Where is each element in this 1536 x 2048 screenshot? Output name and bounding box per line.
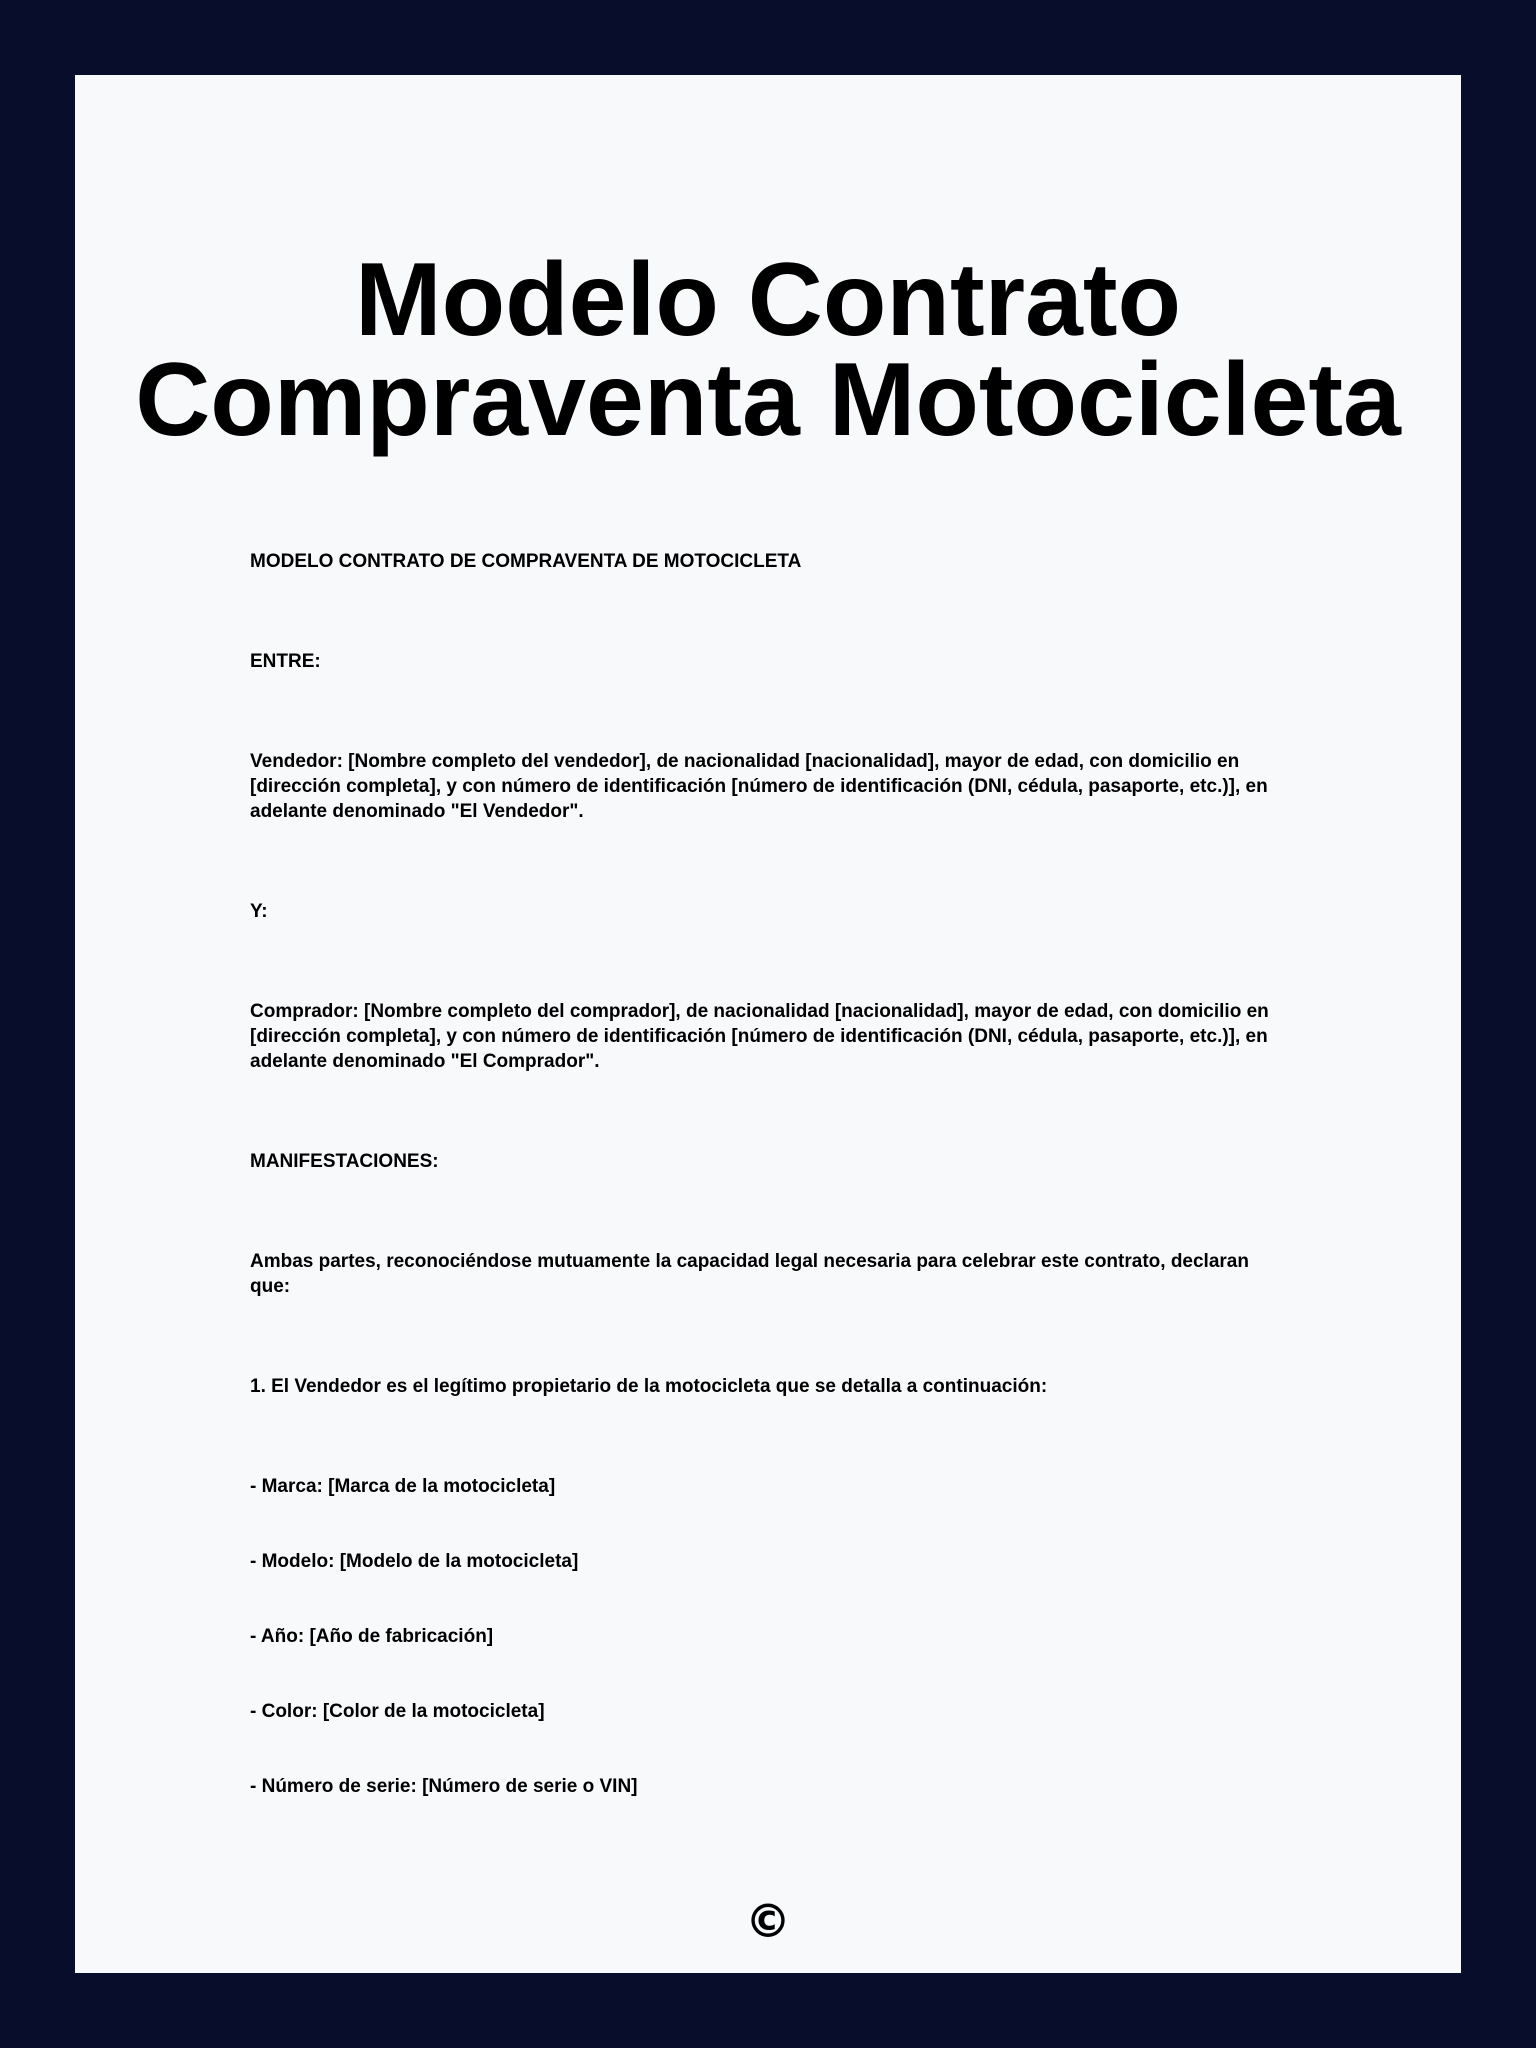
- contract-heading: MODELO CONTRATO DE COMPRAVENTA DE MOTOCICLETA: [250, 551, 802, 572]
- detail-color: - Color: [Color de la motocicleta]: [250, 1701, 545, 1722]
- buyer-paragraph: Comprador: [Nombre completo del comprador], de nacionalidad [nacionalidad], mayor de edad, con domicilio en [dirección completa], y con número de identificación [número de identificación (DNI, cédula, pasaporte, etc.)], en adelante denominado "El Comprador".: [250, 1001, 1269, 1072]
- clause-1: 1. El Vendedor es el legítimo propietario de la motocicleta que se detalla a continuación:: [250, 1376, 1048, 1397]
- document-title: Modelo Contrato Compraventa Motocicleta: [135, 242, 1401, 458]
- detail-model: - Modelo: [Modelo de la motocicleta]: [250, 1551, 579, 1572]
- detail-year: - Año: [Año de fabricación]: [250, 1626, 494, 1647]
- document-body: [250, 549, 1290, 1799]
- detail-brand: - Marca: [Marca de la motocicleta]: [250, 1476, 556, 1497]
- detail-serial: - Número de serie: [Número de serie o VIN]: [250, 1776, 638, 1797]
- capacity-paragraph: Ambas partes, reconociéndose mutuamente la capacidad legal necesaria para celebrar este contrato, declaran que:: [250, 1251, 1249, 1297]
- seller-paragraph: Vendedor: [Nombre completo del vendedor], de nacionalidad [nacionalidad], mayor de edad, con domicilio en [dirección completa], y con número de identificación [número de identificación (DNI, cédula, pasaporte, etc.)], en adelante denominado "El Vendedor".: [250, 751, 1268, 822]
- parties-label: ENTRE:: [250, 651, 321, 672]
- copyright-icon: ©: [745, 1894, 791, 1948]
- document-page: [75, 75, 1461, 1973]
- statements-label: MANIFESTACIONES:: [250, 1151, 439, 1172]
- and-label: Y:: [250, 901, 268, 922]
